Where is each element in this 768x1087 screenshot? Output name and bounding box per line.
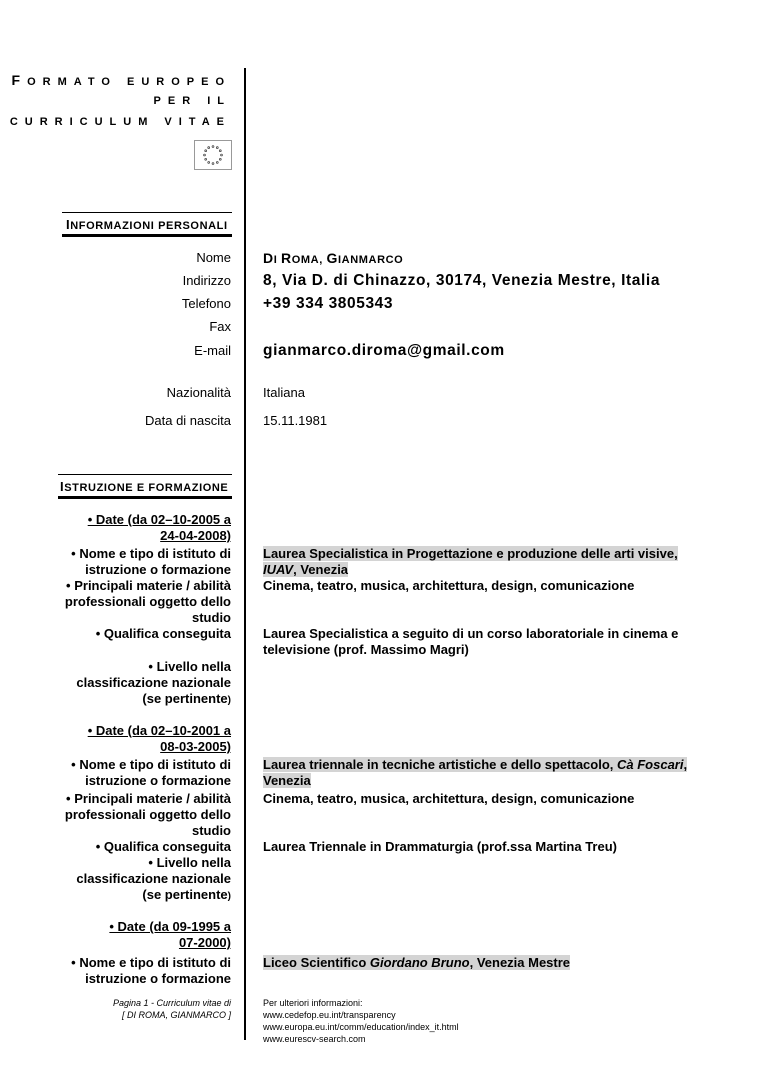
edu3-institute-value: Liceo Scientifico Giordano Bruno, Venezia Mestre <box>263 955 571 970</box>
header-line-2: PER IL <box>153 95 231 107</box>
edu1-subjects-label: • Principali materie / abilità professionali oggetto dello studio <box>64 578 231 625</box>
name-value: DI ROMA, GIANMARCO <box>263 250 404 266</box>
header-line-1: FORMATO EUROPEO <box>11 72 231 88</box>
section-rule-bottom <box>62 234 232 237</box>
edu1-subjects-value: Cinema, teatro, musica, architettura, design, comunicazione <box>263 578 635 593</box>
email-label: E-mail <box>194 343 231 358</box>
section-title-personal: INFORMAZIONI PERSONALI <box>66 217 228 232</box>
nationality-value: Italiana <box>263 385 305 400</box>
section-title-education: ISTRUZIONE E FORMAZIONE <box>60 479 229 494</box>
edu1-institute-label: • Nome e tipo di istituto di istruzione o formazione <box>71 546 231 577</box>
section-rule-bottom <box>58 496 232 499</box>
edu2-level-label: • Livello nella classificazione nazionale (se pertinente) <box>76 855 231 902</box>
footer-right: Per ulteriori informazioni: www.cedefop.eu.int/transparency www.europa.eu.int/comm/education/index_it.html www.eurescv-search.com <box>263 998 459 1044</box>
header-line-3: CURRICULUM VITAE <box>9 116 231 128</box>
address-label: Indirizzo <box>182 273 231 288</box>
edu1-institute-value: Laurea Specialistica in Progettazione e produzione delle arti visive, IUAV, Venezia <box>263 546 678 577</box>
edu2-qualification-value: Laurea Triennale in Drammaturgia (prof.ssa Martina Treu) <box>263 839 617 854</box>
footer-link[interactable]: www.europa.eu.int/comm/education/index_it.html <box>263 1022 459 1032</box>
eu-flag-icon <box>194 140 232 170</box>
edu2-subjects-value: Cinema, teatro, musica, architettura, design, comunicazione <box>263 791 635 806</box>
edu2-qualification-label: • Qualifica conseguita <box>95 839 231 854</box>
section-rule-top <box>62 212 232 213</box>
footer-left: Pagina 1 - Curriculum vitae di [ DI ROMA, GIANMARCO ] <box>112 998 231 1020</box>
footer-link[interactable]: www.eurescv-search.com <box>263 1034 366 1044</box>
phone-label: Telefono <box>181 296 231 311</box>
edu1-qualification-label: • Qualifica conseguita <box>95 626 231 641</box>
fax-label: Fax <box>209 319 231 334</box>
edu2-institute-value: Laurea triennale in tecniche artistiche e dello spettacolo, Cà Foscari, Venezia <box>263 757 688 788</box>
nationality-label: Nazionalità <box>166 385 231 400</box>
phone-value: +39 334 3805343 <box>263 295 394 312</box>
edu1-date-label: • Date (da 02–10-2005 a 24-04-2008) <box>87 512 231 543</box>
birth-label: Data di nascita <box>145 413 231 428</box>
footer-link[interactable]: www.cedefop.eu.int/transparency <box>263 1010 396 1020</box>
birth-value: 15.11.1981 <box>263 413 328 428</box>
edu1-qualification-value: Laurea Specialistica a seguito di un corso laboratoriale in cinema e televisione (prof. Massimo Magri) <box>263 626 679 657</box>
address-value: 8, Via D. di Chinazzo, 30174, Venezia Mestre, Italia <box>263 272 661 289</box>
edu3-institute-label: • Nome e tipo di istituto di istruzione o formazione <box>71 955 231 986</box>
edu3-date-label: • Date (da 09-1995 a 07-2000) <box>109 919 231 950</box>
edu2-institute-label: • Nome e tipo di istituto di istruzione o formazione <box>71 757 231 788</box>
section-rule-top <box>58 474 232 475</box>
column-divider <box>244 68 246 1040</box>
name-label: Nome <box>196 250 231 265</box>
edu2-date-label: • Date (da 02–10-2001 a 08-03-2005) <box>87 723 231 754</box>
edu1-level-label: • Livello nella classificazione nazionale (se pertinente) <box>76 659 231 706</box>
edu2-subjects-label: • Principali materie / abilità professionali oggetto dello studio <box>64 791 231 838</box>
email-value[interactable]: gianmarco.diroma@gmail.com <box>263 342 505 359</box>
